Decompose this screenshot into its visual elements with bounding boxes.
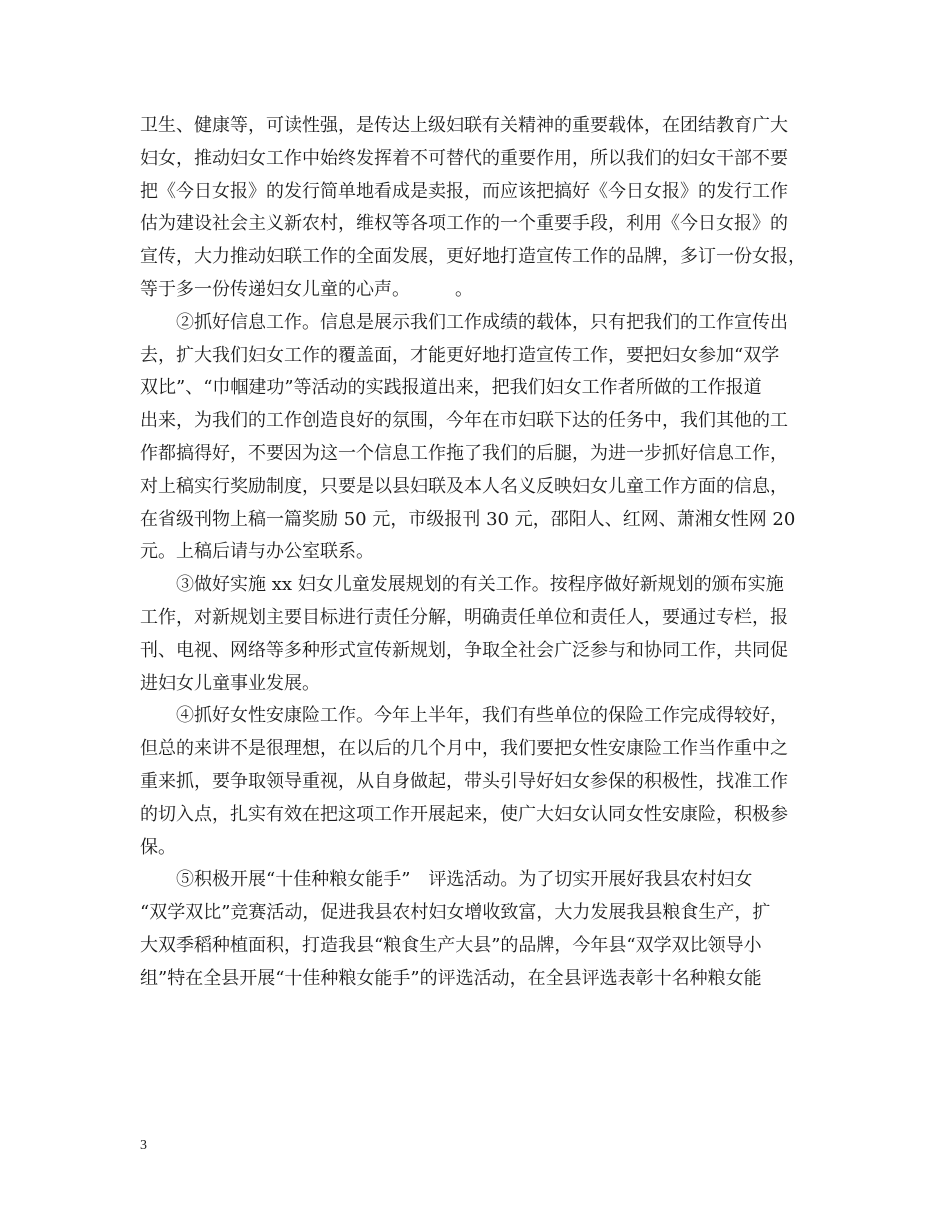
paragraph-newspaper-distribution — [140, 110, 840, 307]
text-line: 妇女，推动妇女工作中始终发挥着不可替代的重要作用，所以我们的妇女干部不要 — [140, 147, 788, 169]
paragraph-development-plan — [140, 569, 840, 700]
text-line: ②抓好信息工作。信息是展示我们工作成绩的载体，只有把我们的工作宣传出 — [176, 311, 788, 333]
paragraph-insurance-work — [140, 700, 840, 864]
document-body — [140, 110, 840, 996]
paragraph-information-work — [140, 307, 840, 569]
text-line: 重来抓，要争取领导重视，从自身做起，带头引导好妇女参保的积极性，找准工作 — [140, 770, 788, 792]
text-line: ④抓好女性安康险工作。今年上半年，我们有些单位的保险工作完成得较好， — [176, 705, 788, 727]
text-line: 对上稿实行奖励制度，只要是以县妇联及本人名义反映妇女儿童工作方面的信息， — [140, 475, 788, 497]
text-line: 估为建设社会主义新农村，维权等各项工作的一个重要手段，利用《今日女报》的 — [140, 213, 788, 235]
text-line: 宣传，大力推动妇联工作的全面发展，更好地打造宣传工作的品牌，多订一份女报， — [140, 246, 806, 268]
text-line: 元。上稿后请与办公室联系。 — [140, 541, 374, 563]
text-line: 组”特在全县开展“十佳种粮女能手”的评选活动，在全县评选表彰十名种粮女能 — [140, 967, 762, 989]
page-number: 3 — [140, 1138, 147, 1153]
text-line: 进妇女儿童事业发展。 — [140, 672, 320, 694]
text-line: 双比”、“巾帼建功”等活动的实践报道出来，把我们妇女工作者所做的工作报道 — [140, 377, 762, 399]
text-line: 把《今日女报》的发行简单地看成是卖报，而应该把搞好《今日女报》的发行工作 — [140, 180, 788, 202]
text-line: 大双季稻种植面积，打造我县“粮食生产大县”的品牌，今年县“双学双比领导小 — [140, 934, 762, 956]
text-line: 去，扩大我们妇女工作的覆盖面，才能更好地打造宣传工作，要把妇女参加“双学 — [140, 344, 780, 366]
text-line: ⑤积极开展“十佳种粮女能手” 评选活动。为了切实开展好我县农村妇女 — [176, 869, 753, 891]
text-line: ③做好实施 xx 妇女儿童发展规划的有关工作。按程序做好新规划的颁布实施 — [176, 574, 784, 596]
text-line: 等于多一份传递妇女儿童的心声。 。 — [140, 278, 473, 300]
text-line: 的切入点，扎实有效在把这项工作开展起来，使广大妇女认同女性安康险，积极参 — [140, 803, 788, 825]
text-line: “双学双比”竞赛活动，促进我县农村妇女增收致富，大力发展我县粮食生产，扩 — [140, 902, 771, 924]
text-line: 刊、电视、网络等多种形式宣传新规划，争取全社会广泛参与和协同工作，共同促 — [140, 639, 788, 661]
text-line: 在省级刊物上稿一篇奖励 50 元，市级报刊 30 元，邵阳人、红网、萧湘女性网 20 — [140, 508, 796, 530]
paragraph-grain-competition — [140, 864, 840, 995]
text-line: 工作，对新规划主要目标进行责任分解，明确责任单位和责任人，要通过专栏，报 — [140, 606, 788, 628]
text-line: 但总的来讲不是很理想，在以后的几个月中，我们要把女性安康险工作当作重中之 — [140, 738, 788, 760]
text-line: 作都搞得好，不要因为这一个信息工作拖了我们的后腿，为进一步抓好信息工作， — [140, 442, 788, 464]
text-line: 出来，为我们的工作创造良好的氛围，今年在市妇联下达的任务中，我们其他的工 — [140, 410, 788, 432]
text-line: 保。 — [140, 836, 176, 858]
text-line: 卫生、健康等，可读性强，是传达上级妇联有关精神的重要载体，在团结教育广大 — [140, 115, 788, 136]
